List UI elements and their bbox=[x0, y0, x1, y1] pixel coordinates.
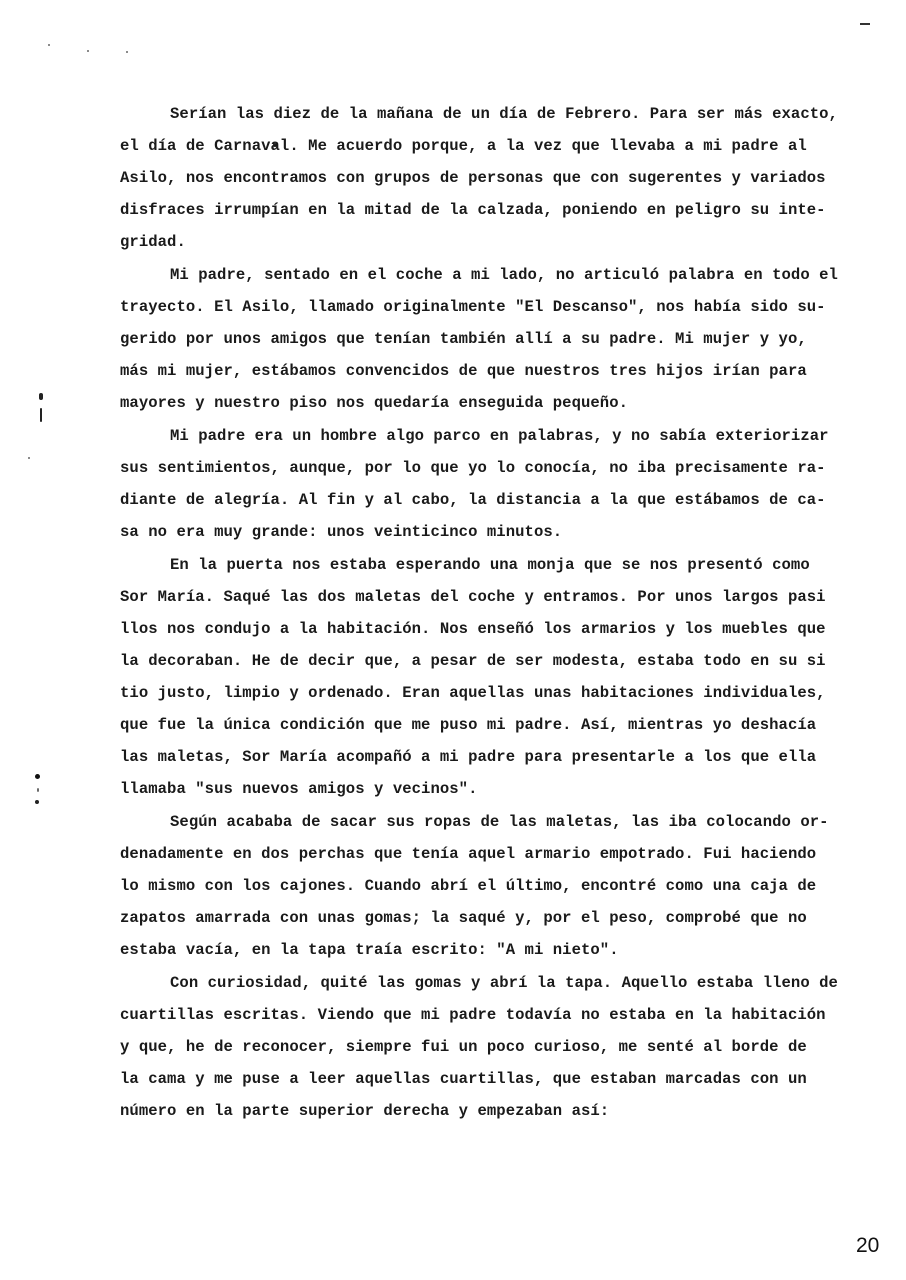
text-line: más mi mujer, estábamos convencidos de que nuestros tres hijos irían para bbox=[120, 362, 807, 380]
text-line: la decoraban. He de decir que, a pesar de ser modesta, estaba todo en su si bbox=[120, 652, 826, 670]
text-line: denadamente en dos perchas que tenía aquel armario empotrado. Fui haciendo bbox=[120, 845, 817, 863]
scan-speck bbox=[126, 51, 128, 53]
text-line: número en la parte superior derecha y empezaban así: bbox=[120, 1102, 610, 1120]
text-line: sus sentimientos, aunque, por lo que yo lo conocía, no iba precisamente ra- bbox=[120, 459, 826, 477]
scan-speck bbox=[35, 774, 40, 779]
text-line: trayecto. El Asilo, llamado originalmente "El Descanso", nos había sido su- bbox=[120, 298, 826, 316]
text-line: Sor María. Saqué las dos maletas del coche y entramos. Por unos largos pasi bbox=[120, 588, 826, 606]
text-line: mayores y nuestro piso nos quedaría enseguida pequeño. bbox=[120, 394, 629, 412]
text-line: Asilo, nos encontramos con grupos de personas que con sugerentes y variados bbox=[120, 169, 826, 187]
page-number: 20 bbox=[856, 1234, 880, 1257]
scan-speck bbox=[35, 800, 39, 804]
text-line: diante de alegría. Al fin y al cabo, la distancia a la que estábamos de ca- bbox=[120, 491, 826, 509]
text-line: Mi padre era un hombre algo parco en palabras, y no sabía exteriorizar bbox=[170, 427, 829, 445]
text-line: gerido por unos amigos que tenían también allí a su padre. Mi mujer y yo, bbox=[120, 330, 807, 348]
text-line: estaba vacía, en la tapa traía escrito: "A mi nieto". bbox=[120, 941, 619, 959]
text-line: y que, he de reconocer, siempre fui un poco curioso, me senté al borde de bbox=[120, 1038, 807, 1056]
text-line: el día de Carnaval. Me acuerdo porque, a la vez que llevaba a mi padre al bbox=[120, 137, 807, 155]
scan-speck bbox=[48, 44, 50, 46]
text-line: En la puerta nos estaba esperando una monja que se nos presentó como bbox=[170, 556, 810, 574]
text-line: zapatos amarrada con unas gomas; la saqué y, por el peso, comprobé que no bbox=[120, 909, 807, 927]
scan-speck bbox=[37, 788, 39, 792]
scan-speck bbox=[28, 457, 30, 459]
text-line: Según acababa de sacar sus ropas de las maletas, las iba colocando or- bbox=[170, 813, 829, 831]
text-line: Mi padre, sentado en el coche a mi lado, no articuló palabra en todo el bbox=[170, 266, 838, 284]
text-line: Serían las diez de la mañana de un día de Febrero. Para ser más exacto, bbox=[170, 105, 838, 123]
text-line: gridad. bbox=[120, 233, 186, 251]
top-margin-mark bbox=[860, 23, 870, 25]
text-line: tio justo, limpio y ordenado. Eran aquellas unas habitaciones individuales, bbox=[120, 684, 826, 702]
text-line: sa no era muy grande: unos veinticinco minutos. bbox=[120, 523, 563, 541]
text-line: llamaba "sus nuevos amigos y vecinos". bbox=[120, 780, 478, 798]
text-line: disfraces irrumpían en la mitad de la calzada, poniendo en peligro su inte- bbox=[120, 201, 826, 219]
text-line: lo mismo con los cajones. Cuando abrí el último, encontré como una caja de bbox=[120, 877, 817, 895]
text-line: que fue la única condición que me puso mi padre. Así, mientras yo deshacía bbox=[120, 716, 817, 734]
text-line: llos nos condujo a la habitación. Nos enseñó los armarios y los muebles que bbox=[120, 620, 826, 638]
scan-speck bbox=[87, 50, 89, 52]
text-line: Con curiosidad, quité las gomas y abrí la tapa. Aquello estaba lleno de bbox=[170, 974, 838, 992]
text-line: cuartillas escritas. Viendo que mi padre todavía no estaba en la habitación bbox=[120, 1006, 826, 1024]
scan-speck bbox=[40, 408, 42, 422]
text-line: la cama y me puse a leer aquellas cuartillas, que estaban marcadas con un bbox=[120, 1070, 807, 1088]
scan-speck bbox=[39, 393, 43, 400]
text-line: las maletas, Sor María acompañó a mi padre para presentarle a los que ella bbox=[120, 748, 817, 766]
